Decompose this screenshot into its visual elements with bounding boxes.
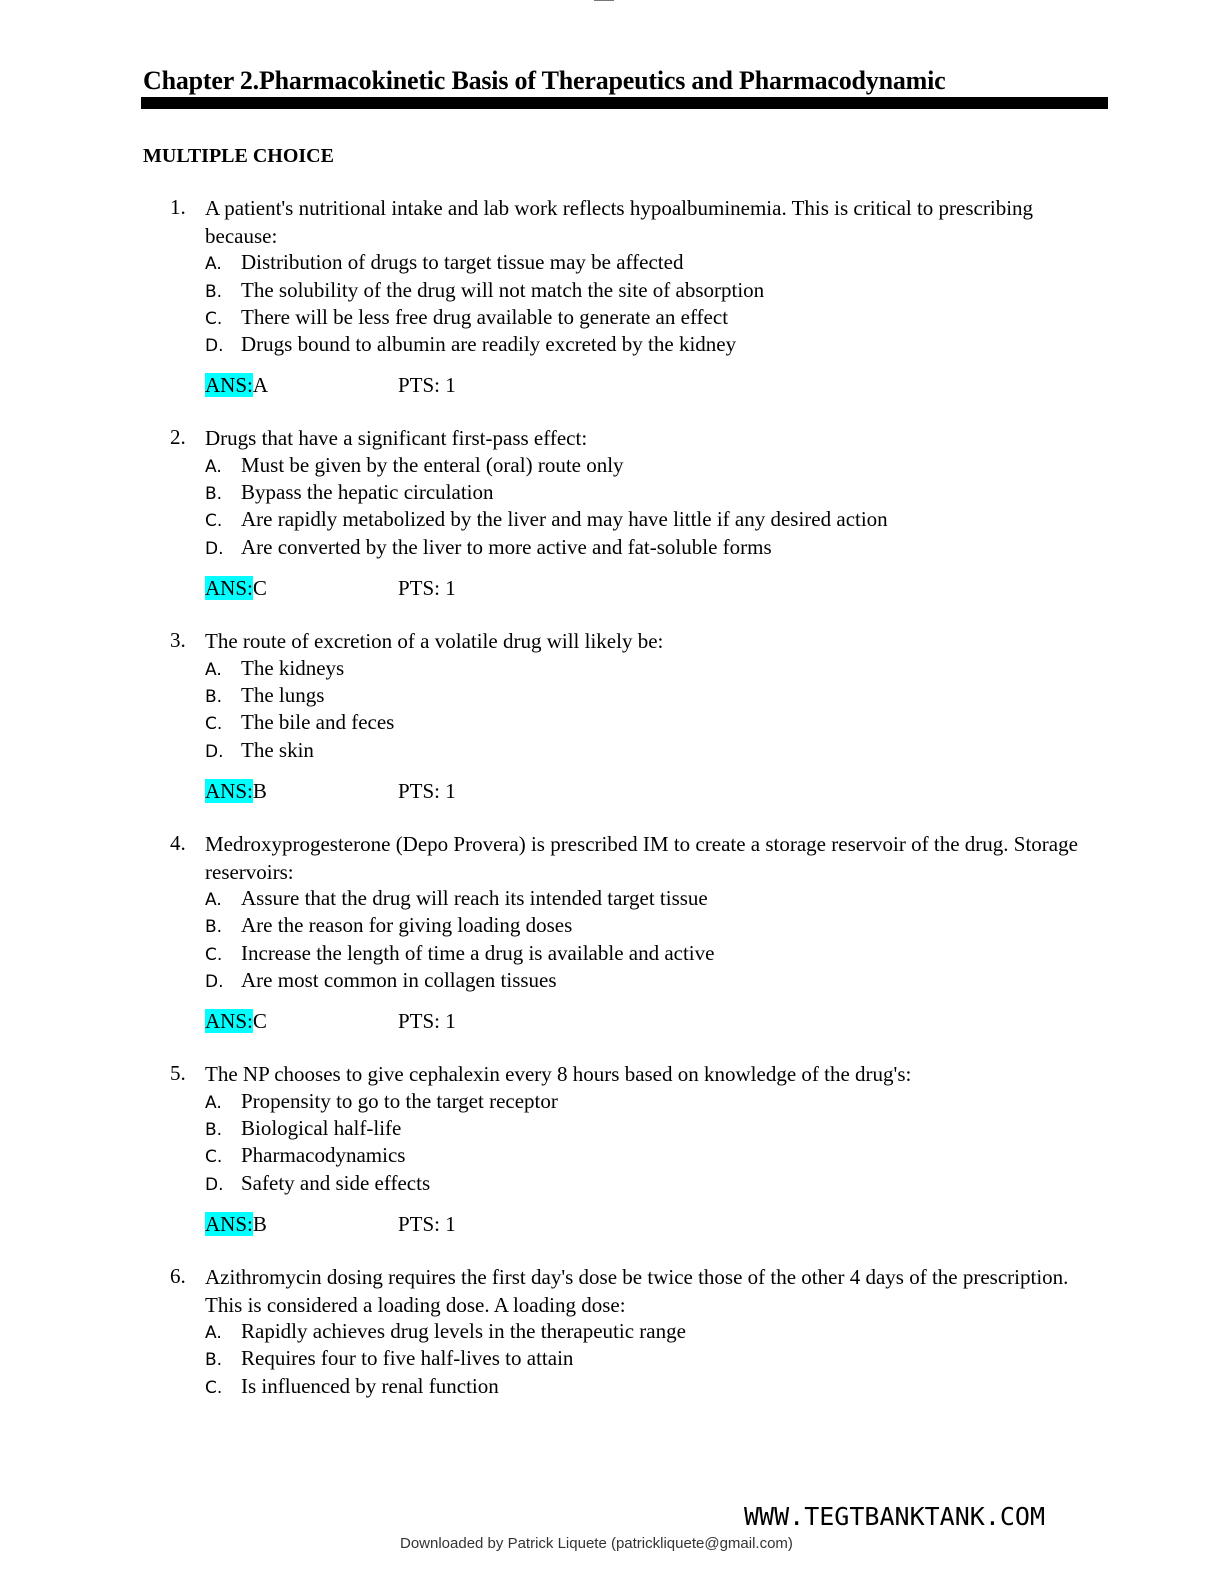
option-c	[205, 305, 728, 332]
answer-label: ANS:	[205, 779, 253, 803]
option-text: Distribution of drugs to target tissue may be affected	[241, 250, 684, 274]
points: PTS: 1	[398, 373, 456, 397]
option-c	[205, 941, 714, 968]
option-letter: B.	[205, 1120, 223, 1140]
option-letter: A.	[205, 1323, 222, 1343]
option-letter: B.	[205, 484, 223, 504]
points: PTS: 1	[398, 1009, 456, 1033]
answer-row	[205, 779, 456, 804]
option-letter: C.	[205, 714, 223, 734]
option-text: The skin	[241, 738, 314, 762]
option-text: Propensity to go to the target receptor	[241, 1089, 558, 1113]
option-text: Must be given by the enteral (oral) route only	[241, 453, 624, 477]
question-stem: The route of excretion of a volatile drug will likely be:	[205, 629, 664, 653]
section-heading: MULTIPLE CHOICE	[143, 145, 334, 167]
chapter-title: Chapter 2.Pharmacokinetic Basis of Therapeutics and Pharmacodynamic	[143, 66, 946, 95]
answer-value: B	[252, 779, 267, 803]
option-text: There will be less free drug available to generate an effect	[241, 305, 729, 329]
question-stem: Medroxyprogesterone (Depo Provera) is prescribed IM to create a storage reservoir of the drug. Storage reservoirs:	[205, 832, 1078, 884]
answer-label: ANS:	[205, 576, 253, 600]
option-text: Increase the length of time a drug is available and active	[241, 941, 715, 965]
option-b	[205, 913, 572, 940]
option-a	[205, 453, 624, 480]
site-url-watermark: WWW.TEGTBANKTANK.COM	[744, 1502, 1046, 1531]
option-c	[205, 1374, 499, 1401]
answer-label: ANS:	[205, 373, 253, 397]
option-text: Are most common in collagen tissues	[241, 968, 557, 992]
option-c	[205, 507, 888, 534]
option-d	[205, 1171, 430, 1198]
option-letter: C.	[205, 1378, 223, 1398]
answer-row	[205, 373, 456, 398]
option-letter: D.	[205, 1175, 224, 1195]
option-d	[205, 968, 557, 995]
option-text: Bypass the hepatic circulation	[241, 480, 494, 504]
option-a	[205, 250, 683, 277]
option-letter: A.	[205, 890, 222, 910]
option-text: The solubility of the drug will not match the site of absorption	[241, 278, 765, 302]
option-letter: A.	[205, 254, 222, 274]
answer-row	[205, 1009, 456, 1034]
option-text: Safety and side effects	[241, 1171, 431, 1195]
answer-row	[205, 1212, 456, 1237]
option-c	[205, 1143, 405, 1170]
option-text: Drugs bound to albumin are readily excreted by the kidney	[241, 332, 737, 356]
question-number: 3.	[170, 628, 186, 652]
option-text: Biological half-life	[241, 1116, 402, 1140]
option-letter: A.	[205, 660, 222, 680]
option-text: The lungs	[241, 683, 325, 707]
page-top-mark	[594, 0, 614, 4]
option-text: The bile and feces	[241, 710, 395, 734]
question-stem: The NP chooses to give cephalexin every 8 hours based on knowledge of the drug's:	[205, 1062, 912, 1086]
option-letter: D.	[205, 539, 224, 559]
option-text: Assure that the drug will reach its intended target tissue	[241, 886, 708, 910]
question-number: 2.	[170, 425, 186, 449]
points: PTS: 1	[398, 1212, 456, 1236]
answer-row	[205, 576, 456, 601]
option-letter: D.	[205, 336, 224, 356]
option-d	[205, 738, 314, 765]
option-letter: B.	[205, 1350, 223, 1370]
option-letter: C.	[205, 309, 223, 329]
option-letter: D.	[205, 972, 224, 992]
option-text: Requires four to five half-lives to attain	[241, 1346, 574, 1370]
option-letter: B.	[205, 687, 223, 707]
option-letter: C.	[205, 1147, 223, 1167]
option-b	[205, 1346, 573, 1373]
option-letter: A.	[205, 1093, 222, 1113]
option-b	[205, 480, 494, 507]
option-a	[205, 1089, 558, 1116]
question-stem: Azithromycin dosing requires the first day's dose be twice those of the other 4 days of the prescription. This is considered a loading dose. A loading dose:	[205, 1265, 1069, 1317]
question-number: 4.	[170, 831, 186, 855]
answer-label: ANS:	[205, 1212, 253, 1236]
option-b	[205, 683, 324, 710]
option-letter: D.	[205, 742, 224, 762]
option-b	[205, 278, 764, 305]
option-b	[205, 1116, 401, 1143]
download-note: Downloaded by Patrick Liquete (patrickliquete@gmail.com)	[400, 1535, 793, 1552]
answer-value: C	[252, 1009, 267, 1033]
question-stem: Drugs that have a significant first-pass effect:	[205, 426, 588, 450]
option-d	[205, 535, 772, 562]
option-letter: B.	[205, 282, 223, 302]
option-text: Are rapidly metabolized by the liver and may have little if any desired action	[241, 507, 888, 531]
points: PTS: 1	[398, 779, 456, 803]
points: PTS: 1	[398, 576, 456, 600]
question-number: 5.	[170, 1061, 186, 1085]
option-letter: B.	[205, 917, 223, 937]
answer-value: B	[252, 1212, 267, 1236]
answer-value: C	[252, 576, 267, 600]
title-rule	[141, 97, 1108, 109]
question-number: 1.	[170, 195, 186, 219]
option-c	[205, 710, 394, 737]
option-text: Are the reason for giving loading doses	[241, 913, 573, 937]
option-a	[205, 1319, 686, 1346]
option-d	[205, 332, 736, 359]
option-letter: A.	[205, 457, 222, 477]
option-letter: C.	[205, 945, 223, 965]
question-number: 6.	[170, 1264, 186, 1288]
answer-label: ANS:	[205, 1009, 253, 1033]
option-a	[205, 656, 344, 683]
option-text: The kidneys	[241, 656, 345, 680]
option-text: Are converted by the liver to more active and fat-soluble forms	[241, 535, 772, 559]
option-a	[205, 886, 708, 913]
question-stem: A patient's nutritional intake and lab work reflects hypoalbuminemia. This is critical to prescribing because:	[205, 196, 1034, 248]
option-letter: C.	[205, 511, 223, 531]
option-text: Is influenced by renal function	[241, 1374, 499, 1398]
option-text: Pharmacodynamics	[241, 1143, 406, 1167]
option-text: Rapidly achieves drug levels in the therapeutic range	[241, 1319, 686, 1343]
answer-value: A	[252, 373, 269, 397]
